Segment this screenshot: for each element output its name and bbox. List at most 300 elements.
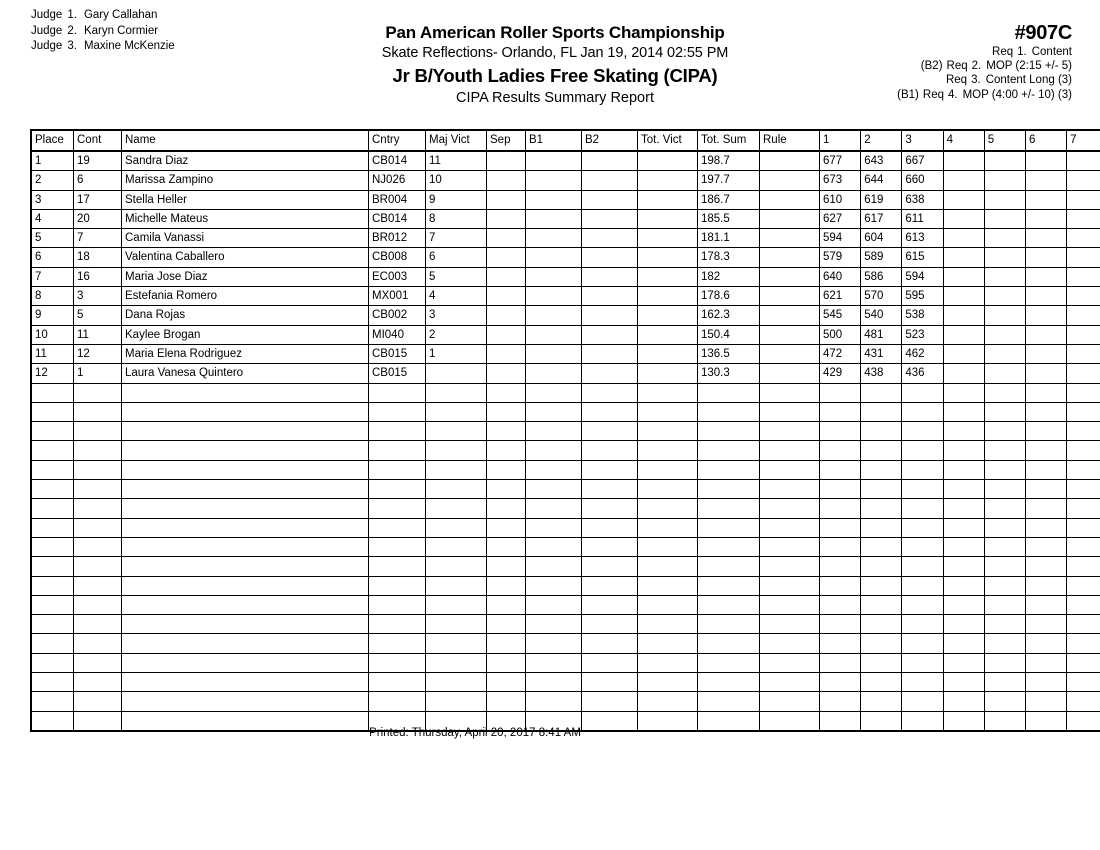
- table-row: [31, 267, 1100, 286]
- cell-name: Marissa Zampino: [122, 171, 369, 190]
- cell-judge-2: [861, 402, 902, 421]
- cell-tot-vict: [638, 422, 698, 441]
- cell-judge-4: [943, 576, 984, 595]
- column-header-cntry: Cntry: [369, 130, 426, 151]
- cell-judge-5: [984, 364, 1025, 383]
- cell-tot-sum: [698, 499, 760, 518]
- cell-name: [122, 634, 369, 653]
- table-row: [31, 171, 1100, 190]
- cell-tot-vict: [638, 151, 698, 171]
- cell-judge-5: [984, 287, 1025, 306]
- cell-cntry: [369, 537, 426, 556]
- cell-b2: [582, 653, 638, 672]
- requirement-row: [897, 45, 1072, 59]
- column-header-tot-vict: Tot. Vict: [638, 130, 698, 151]
- cell-judge-3: 613: [902, 229, 943, 248]
- cell-rule: [760, 190, 820, 209]
- cell-judge-6: [1025, 151, 1066, 171]
- cell-judge-5: [984, 190, 1025, 209]
- cell-b1: [526, 480, 582, 499]
- cell-rule: [760, 306, 820, 325]
- cell-b2: [582, 383, 638, 402]
- cell-cont: 12: [74, 344, 122, 363]
- requirement-number: 1.: [1017, 46, 1027, 58]
- cell-judge-2: [861, 615, 902, 634]
- cell-judge-7: [1067, 692, 1100, 711]
- cell-judge-7: [1067, 383, 1100, 402]
- cell-judge-2: [861, 480, 902, 499]
- cell-place: 3: [31, 190, 74, 209]
- cell-judge-6: [1025, 229, 1066, 248]
- cell-cont: [74, 537, 122, 556]
- cell-maj-vict: [426, 615, 487, 634]
- cell-judge-5: [984, 306, 1025, 325]
- cell-sep: [487, 248, 526, 267]
- cell-judge-1: [820, 634, 861, 653]
- cell-cntry: [369, 441, 426, 460]
- requirements-block: [897, 22, 1072, 102]
- cell-judge-6: [1025, 460, 1066, 479]
- cell-judge-3: 594: [902, 267, 943, 286]
- cell-tot-sum: [698, 615, 760, 634]
- cell-cntry: [369, 518, 426, 537]
- cell-name: Maria Elena Rodriguez: [122, 344, 369, 363]
- cell-maj-vict: 3: [426, 306, 487, 325]
- cell-rule: [760, 576, 820, 595]
- cell-place: [31, 422, 74, 441]
- cell-judge-4: [943, 634, 984, 653]
- requirement-bracket: (B1): [897, 88, 919, 101]
- cell-name: Maria Jose Diaz: [122, 267, 369, 286]
- cell-sep: [487, 653, 526, 672]
- cell-cont: [74, 480, 122, 499]
- cell-judge-7: [1067, 287, 1100, 306]
- cell-judge-6: [1025, 364, 1066, 383]
- requirement-row: [897, 88, 1072, 102]
- requirement-label: Req: [992, 46, 1014, 58]
- event-title: Pan American Roller Sports Championship: [385, 23, 725, 42]
- judge-entry: [31, 24, 175, 40]
- report-subtitle: CIPA Results Summary Report: [456, 90, 654, 106]
- cell-judge-2: [861, 441, 902, 460]
- judge-entry: [31, 8, 175, 24]
- cell-name: [122, 673, 369, 692]
- cell-judge-7: [1067, 209, 1100, 228]
- cell-tot-sum: [698, 557, 760, 576]
- cell-judge-6: [1025, 499, 1066, 518]
- cell-rule: [760, 287, 820, 306]
- cell-judge-7: [1067, 615, 1100, 634]
- cell-judge-2: 431: [861, 344, 902, 363]
- cell-name: [122, 422, 369, 441]
- cell-sep: [487, 402, 526, 421]
- cell-judge-4: [943, 460, 984, 479]
- cell-judge-3: [902, 480, 943, 499]
- cell-judge-7: [1067, 402, 1100, 421]
- cell-sep: [487, 634, 526, 653]
- cell-tot-vict: [638, 402, 698, 421]
- cell-judge-5: [984, 518, 1025, 537]
- cell-judge-2: [861, 422, 902, 441]
- cell-judge-2: [861, 499, 902, 518]
- cell-tot-vict: [638, 248, 698, 267]
- cell-judge-3: [902, 634, 943, 653]
- cell-judge-6: [1025, 673, 1066, 692]
- cell-rule: [760, 422, 820, 441]
- cell-maj-vict: [426, 557, 487, 576]
- cell-judge-5: [984, 537, 1025, 556]
- cell-b1: [526, 229, 582, 248]
- cell-cntry: [369, 692, 426, 711]
- cell-judge-2: 604: [861, 229, 902, 248]
- cell-b2: [582, 673, 638, 692]
- cell-judge-4: [943, 692, 984, 711]
- cell-judge-3: [902, 499, 943, 518]
- cell-judge-2: 540: [861, 306, 902, 325]
- cell-judge-1: 545: [820, 306, 861, 325]
- cell-b1: [526, 325, 582, 344]
- cell-judge-5: [984, 171, 1025, 190]
- cell-tot-vict: [638, 171, 698, 190]
- cell-tot-sum: [698, 595, 760, 614]
- cell-rule: [760, 344, 820, 363]
- cell-judge-1: [820, 653, 861, 672]
- cell-judge-5: [984, 229, 1025, 248]
- cell-b2: [582, 151, 638, 171]
- cell-judge-3: [902, 460, 943, 479]
- cell-judge-2: 570: [861, 287, 902, 306]
- table-row: [31, 287, 1100, 306]
- cell-judge-3: 436: [902, 364, 943, 383]
- cell-cont: 19: [74, 151, 122, 171]
- table-row-empty: [31, 537, 1100, 556]
- cell-rule: [760, 557, 820, 576]
- cell-b2: [582, 595, 638, 614]
- table-row: [31, 151, 1100, 171]
- cell-name: [122, 499, 369, 518]
- cell-tot-sum: 178.3: [698, 248, 760, 267]
- cell-judge-2: 643: [861, 151, 902, 171]
- cell-cntry: [369, 460, 426, 479]
- cell-tot-vict: [638, 518, 698, 537]
- requirement-text: MOP (4:00 +/- 10) (3): [962, 88, 1072, 101]
- cell-rule: [760, 595, 820, 614]
- cell-judge-7: [1067, 557, 1100, 576]
- cell-judge-4: [943, 248, 984, 267]
- cell-tot-vict: [638, 653, 698, 672]
- cell-judge-7: [1067, 248, 1100, 267]
- cell-judge-5: [984, 576, 1025, 595]
- cell-judge-3: 667: [902, 151, 943, 171]
- table-row: [31, 364, 1100, 383]
- cell-b1: [526, 306, 582, 325]
- table-row-empty: [31, 634, 1100, 653]
- cell-b2: [582, 344, 638, 363]
- cell-judge-1: [820, 537, 861, 556]
- cell-judge-1: [820, 557, 861, 576]
- cell-tot-sum: 185.5: [698, 209, 760, 228]
- cell-cont: 11: [74, 325, 122, 344]
- table-row-empty: [31, 402, 1100, 421]
- cell-judge-3: [902, 673, 943, 692]
- cell-maj-vict: 2: [426, 325, 487, 344]
- cell-tot-vict: [638, 595, 698, 614]
- cell-tot-sum: 162.3: [698, 306, 760, 325]
- cell-judge-2: [861, 673, 902, 692]
- cell-judge-1: [820, 422, 861, 441]
- cell-rule: [760, 364, 820, 383]
- cell-judge-1: [820, 595, 861, 614]
- cell-cntry: [369, 653, 426, 672]
- cell-rule: [760, 171, 820, 190]
- column-header-tot-sum: Tot. Sum: [698, 130, 760, 151]
- cell-maj-vict: [426, 460, 487, 479]
- cell-judge-7: [1067, 325, 1100, 344]
- cell-b2: [582, 460, 638, 479]
- cell-b1: [526, 364, 582, 383]
- cell-cont: [74, 383, 122, 402]
- cell-cont: 16: [74, 267, 122, 286]
- cell-sep: [487, 460, 526, 479]
- cell-b1: [526, 692, 582, 711]
- cell-place: 1: [31, 151, 74, 171]
- cell-tot-sum: 178.6: [698, 287, 760, 306]
- cell-name: [122, 653, 369, 672]
- cell-b1: [526, 248, 582, 267]
- cell-judge-7: [1067, 460, 1100, 479]
- column-header-sep: Sep: [487, 130, 526, 151]
- cell-place: [31, 557, 74, 576]
- cell-judge-4: [943, 171, 984, 190]
- cell-tot-sum: [698, 441, 760, 460]
- cell-tot-vict: [638, 480, 698, 499]
- cell-judge-5: [984, 344, 1025, 363]
- cell-tot-sum: [698, 422, 760, 441]
- cell-tot-vict: [638, 441, 698, 460]
- column-header-judge-1: 1: [820, 130, 861, 151]
- cell-place: [31, 441, 74, 460]
- cell-judge-7: [1067, 576, 1100, 595]
- requirement-label: Req: [945, 74, 968, 87]
- cell-judge-5: [984, 692, 1025, 711]
- cell-name: Kaylee Brogan: [122, 325, 369, 344]
- cell-b2: [582, 422, 638, 441]
- cell-judge-2: [861, 460, 902, 479]
- cell-tot-vict: [638, 229, 698, 248]
- cell-judge-4: [943, 499, 984, 518]
- table-row-empty: [31, 422, 1100, 441]
- cell-place: [31, 576, 74, 595]
- cell-judge-5: [984, 673, 1025, 692]
- cell-cont: [74, 460, 122, 479]
- cell-b1: [526, 634, 582, 653]
- cell-judge-5: [984, 422, 1025, 441]
- category-title: Jr B/Youth Ladies Free Skating (CIPA): [392, 65, 718, 86]
- cell-tot-vict: [638, 325, 698, 344]
- cell-rule: [760, 460, 820, 479]
- cell-judge-1: [820, 402, 861, 421]
- cell-b1: [526, 673, 582, 692]
- cell-tot-vict: [638, 499, 698, 518]
- cell-maj-vict: 9: [426, 190, 487, 209]
- cell-judge-4: [943, 383, 984, 402]
- cell-sep: [487, 537, 526, 556]
- judge-number: 1.: [67, 9, 77, 21]
- cell-name: Camila Vanassi: [122, 229, 369, 248]
- column-header-judge-6: 6: [1025, 130, 1066, 151]
- judge-label: Judge: [31, 40, 63, 52]
- cell-judge-2: [861, 653, 902, 672]
- cell-cntry: BR004: [369, 190, 426, 209]
- cell-b1: [526, 653, 582, 672]
- cell-judge-1: 621: [820, 287, 861, 306]
- cell-judge-7: [1067, 518, 1100, 537]
- cell-b1: [526, 151, 582, 171]
- cell-name: Laura Vanesa Quintero: [122, 364, 369, 383]
- cell-cont: [74, 518, 122, 537]
- cell-sep: [487, 576, 526, 595]
- cell-place: [31, 615, 74, 634]
- cell-sep: [487, 422, 526, 441]
- cell-maj-vict: [426, 653, 487, 672]
- cell-b1: [526, 171, 582, 190]
- requirement-text: MOP (2:15 +/- 5): [986, 60, 1072, 73]
- cell-b1: [526, 557, 582, 576]
- requirement-label: Req: [946, 60, 968, 73]
- cell-place: [31, 460, 74, 479]
- cell-rule: [760, 537, 820, 556]
- cell-tot-sum: 197.7: [698, 171, 760, 190]
- cell-tot-vict: [638, 306, 698, 325]
- cell-judge-7: [1067, 306, 1100, 325]
- cell-judge-3: 538: [902, 306, 943, 325]
- cell-tot-sum: 186.7: [698, 190, 760, 209]
- cell-judge-6: [1025, 692, 1066, 711]
- cell-cntry: [369, 673, 426, 692]
- column-header-judge-2: 2: [861, 130, 902, 151]
- cell-tot-sum: [698, 402, 760, 421]
- cell-judge-5: [984, 267, 1025, 286]
- cell-rule: [760, 248, 820, 267]
- cell-tot-sum: 182: [698, 267, 760, 286]
- cell-sep: [487, 190, 526, 209]
- cell-judge-4: [943, 190, 984, 209]
- cell-cntry: [369, 383, 426, 402]
- cell-name: [122, 557, 369, 576]
- table-row-empty: [31, 673, 1100, 692]
- cell-judge-2: 481: [861, 325, 902, 344]
- table-body: [31, 151, 1100, 731]
- table-row-empty: [31, 518, 1100, 537]
- cell-sep: [487, 171, 526, 190]
- cell-name: [122, 441, 369, 460]
- cell-rule: [760, 673, 820, 692]
- cell-sep: [487, 673, 526, 692]
- cell-judge-4: [943, 209, 984, 228]
- cell-b1: [526, 460, 582, 479]
- column-header-place: Place: [31, 130, 74, 151]
- cell-judge-6: [1025, 518, 1066, 537]
- cell-cont: 7: [74, 229, 122, 248]
- cell-cntry: CB002: [369, 306, 426, 325]
- cell-b2: [582, 441, 638, 460]
- requirement-text: Content: [1031, 46, 1072, 58]
- cell-maj-vict: [426, 673, 487, 692]
- cell-cont: 1: [74, 364, 122, 383]
- cell-b1: [526, 537, 582, 556]
- cell-judge-1: [820, 692, 861, 711]
- cell-judge-5: [984, 402, 1025, 421]
- cell-tot-sum: [698, 460, 760, 479]
- cell-name: [122, 383, 369, 402]
- cell-judge-6: [1025, 422, 1066, 441]
- cell-judge-5: [984, 653, 1025, 672]
- judge-number: 2.: [67, 24, 77, 37]
- table-row-empty: [31, 480, 1100, 499]
- cell-judge-1: [820, 383, 861, 402]
- cell-tot-vict: [638, 364, 698, 383]
- cell-b2: [582, 287, 638, 306]
- table-row-empty: [31, 383, 1100, 402]
- cell-tot-vict: [638, 383, 698, 402]
- cell-judge-3: 611: [902, 209, 943, 228]
- judge-name: Maxine McKenzie: [83, 40, 175, 52]
- cell-tot-vict: [638, 537, 698, 556]
- cell-place: [31, 402, 74, 421]
- cell-name: [122, 402, 369, 421]
- cell-name: Valentina Caballero: [122, 248, 369, 267]
- cell-tot-sum: [698, 537, 760, 556]
- cell-b1: [526, 499, 582, 518]
- cell-judge-6: [1025, 267, 1066, 286]
- cell-cont: [74, 402, 122, 421]
- cell-tot-vict: [638, 190, 698, 209]
- cell-maj-vict: [426, 692, 487, 711]
- cell-rule: [760, 209, 820, 228]
- cell-judge-3: [902, 518, 943, 537]
- cell-place: 10: [31, 325, 74, 344]
- cell-b2: [582, 576, 638, 595]
- cell-judge-4: [943, 422, 984, 441]
- column-header-judge-7: 7: [1067, 130, 1100, 151]
- cell-sep: [487, 441, 526, 460]
- table-row: [31, 248, 1100, 267]
- requirement-row: [897, 73, 1072, 87]
- cell-name: [122, 615, 369, 634]
- cell-judge-5: [984, 557, 1025, 576]
- cell-b2: [582, 325, 638, 344]
- cell-judge-1: 673: [820, 171, 861, 190]
- cell-place: [31, 499, 74, 518]
- cell-maj-vict: 6: [426, 248, 487, 267]
- cell-tot-sum: [698, 518, 760, 537]
- cell-judge-3: 523: [902, 325, 943, 344]
- table-row-empty: [31, 557, 1100, 576]
- cell-maj-vict: 1: [426, 344, 487, 363]
- cell-cont: [74, 422, 122, 441]
- cell-place: [31, 692, 74, 711]
- cell-maj-vict: [426, 383, 487, 402]
- cell-maj-vict: [426, 480, 487, 499]
- cell-place: 12: [31, 364, 74, 383]
- cell-judge-3: [902, 441, 943, 460]
- cell-cont: [74, 595, 122, 614]
- cell-tot-sum: [698, 576, 760, 595]
- cell-b1: [526, 595, 582, 614]
- cell-tot-vict: [638, 634, 698, 653]
- requirement-number: 4.: [948, 88, 958, 101]
- cell-tot-sum: [698, 692, 760, 711]
